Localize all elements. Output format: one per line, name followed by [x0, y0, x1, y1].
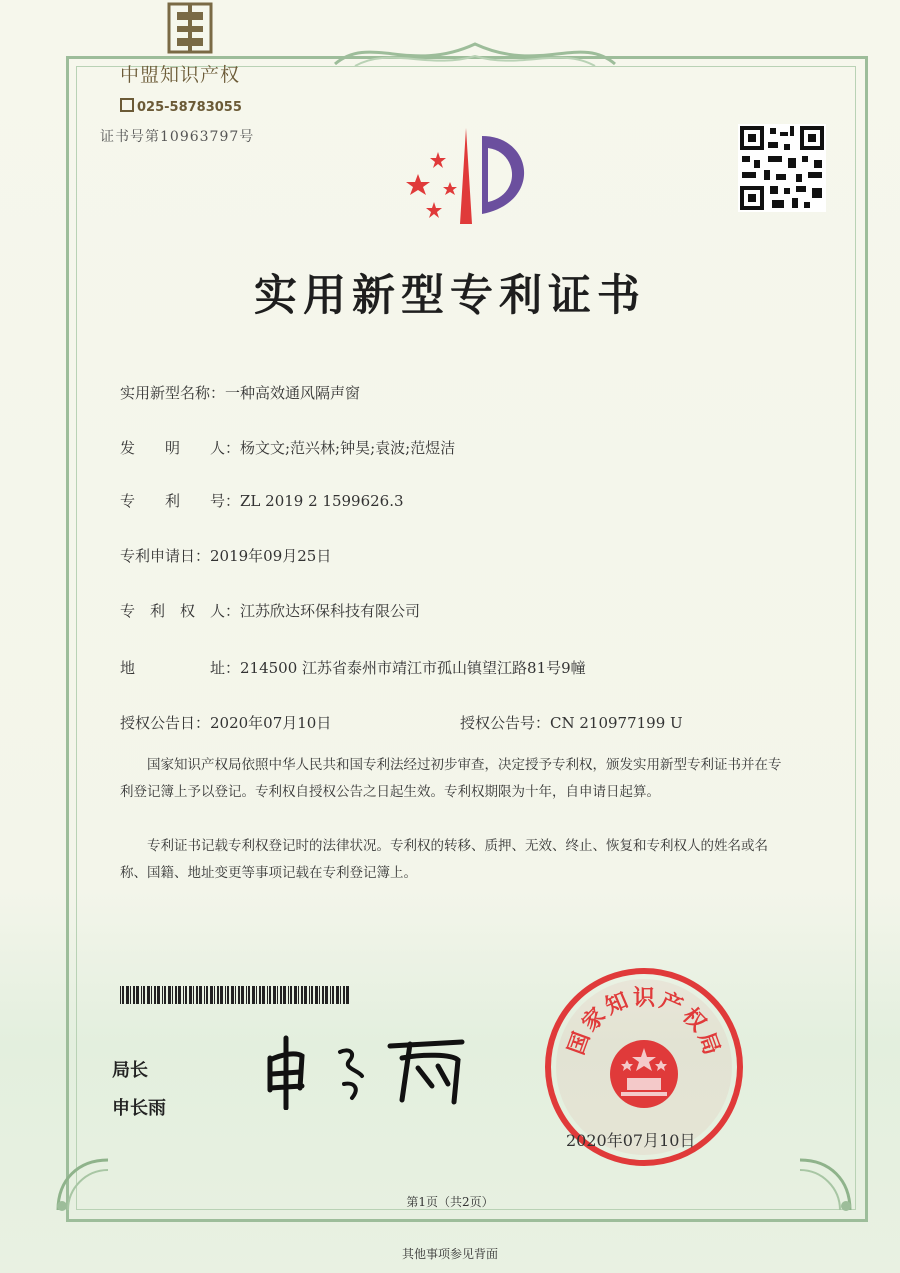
qr-code-icon: [738, 124, 826, 212]
agency-name: 中盟知识产权: [120, 64, 241, 86]
director-name: 申长雨: [112, 1098, 166, 1119]
agency-phone: [120, 98, 242, 115]
utility-model-name: 实用新型名称：一种高效通风隔声窗: [120, 384, 361, 402]
seal-character: 权: [677, 1003, 711, 1037]
grant-date: 授权公告日：2020年07月10日: [120, 714, 332, 732]
inventors: 发 明 人：杨文文;范兴林;钟昊;袁波;范煜洁: [120, 439, 456, 457]
director-title: 局长: [112, 1060, 148, 1081]
top-ornament-icon: [330, 34, 620, 74]
statement-paragraph-1: 国家知识产权局依照中华人民共和国专利法经过初步审查，决定授予专利权，颁发实用新型专利证书并在专利登记簿上予以登记。专利权自授权公告之日起生效。专利权期限为十年，自申请日起算。: [120, 757, 782, 800]
seal-date: 2020年07月10日: [566, 1131, 696, 1150]
agency-logo-icon: [163, 2, 217, 54]
seal-character: 局: [692, 1028, 724, 1059]
address: 地 址：214500 江苏省泰州市靖江市孤山镇望江路81号9幢: [120, 659, 586, 677]
statement-paragraph-2: 专利证书记载专利权登记时的法律状况。专利权的转移、质押、无效、终止、恢复和专利权人的姓名或名称、国籍、地址变更等事项记载在专利登记簿上。: [120, 838, 768, 881]
agency-phone-number: 025-58783055: [137, 100, 242, 115]
patentee: 专 利 权 人：江苏欣达环保科技有限公司: [120, 602, 421, 620]
seal-character: 产: [656, 988, 687, 1020]
certificate-number: 证书号第10963797号: [100, 129, 255, 145]
phone-icon: [120, 98, 134, 112]
patent-office-emblem-icon: [398, 124, 548, 232]
page-number: 第1页（共2页）: [406, 1195, 494, 1209]
barcode-icon: [120, 986, 350, 1004]
grant-publication-number: 授权公告号：CN 210977199 U: [460, 714, 683, 732]
seal-character: 家: [577, 1003, 611, 1037]
director-signature: [262, 1028, 472, 1110]
footer-note: 其他事项参见背面: [401, 1247, 498, 1261]
certificate-title: 实用新型专利证书: [254, 271, 646, 321]
seal-character: 知: [601, 988, 632, 1020]
seal-character: 国: [564, 1028, 596, 1059]
seal-character: 识: [632, 986, 656, 1011]
filing-date: 专利申请日：2019年09月25日: [120, 547, 332, 565]
patent-number: 专 利 号：ZL 2019 2 1599626.3: [120, 492, 404, 510]
national-emblem-icon: [610, 1040, 678, 1108]
